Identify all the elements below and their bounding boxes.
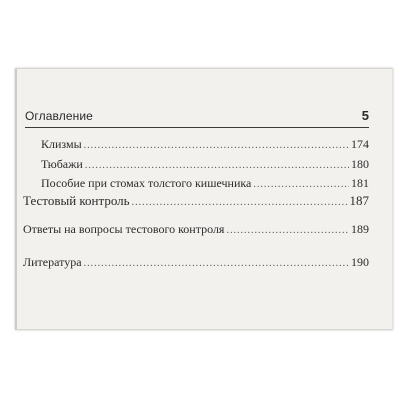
- toc-leader-dots: [226, 224, 349, 238]
- toc-leader-dots: [85, 159, 349, 173]
- toc-entry-page: 174: [351, 137, 369, 151]
- toc-entry-label: Тестовый контроль: [23, 193, 130, 208]
- toc-leader-dots: [132, 196, 348, 210]
- toc-entry-stoma-care: [41, 176, 369, 192]
- toc-entry-enemas: [41, 137, 369, 153]
- toc-leader-dots: [84, 257, 349, 271]
- toc-entry-page: 190: [351, 255, 369, 269]
- toc-entry-label: Литература: [23, 255, 82, 269]
- toc-entry-label: Клизмы: [41, 137, 82, 151]
- toc-leader-dots: [84, 139, 349, 153]
- book-page: [15, 68, 393, 330]
- table-of-contents: [17, 69, 392, 329]
- toc-entry-label: Тюбажи: [41, 157, 83, 171]
- toc-entry-page: 189: [351, 222, 369, 236]
- toc-entry-test-control: [23, 194, 369, 210]
- header-page-number: 5: [361, 108, 369, 123]
- toc-entry-literature: [23, 255, 369, 271]
- toc-entry-page: 180: [351, 157, 369, 171]
- toc-leader-dots: [253, 178, 349, 192]
- header-title: Оглавление: [25, 109, 93, 123]
- toc-entry-tubage: [41, 157, 369, 173]
- toc-entry-page: 181: [351, 176, 369, 190]
- toc-entry-label: Ответы на вопросы тестового контроля: [23, 222, 225, 236]
- toc-entry-page: 187: [349, 193, 369, 208]
- toc-entry-test-answers: [23, 222, 369, 238]
- toc-entry-label: Пособие при стомах толстого кишечника: [41, 176, 252, 190]
